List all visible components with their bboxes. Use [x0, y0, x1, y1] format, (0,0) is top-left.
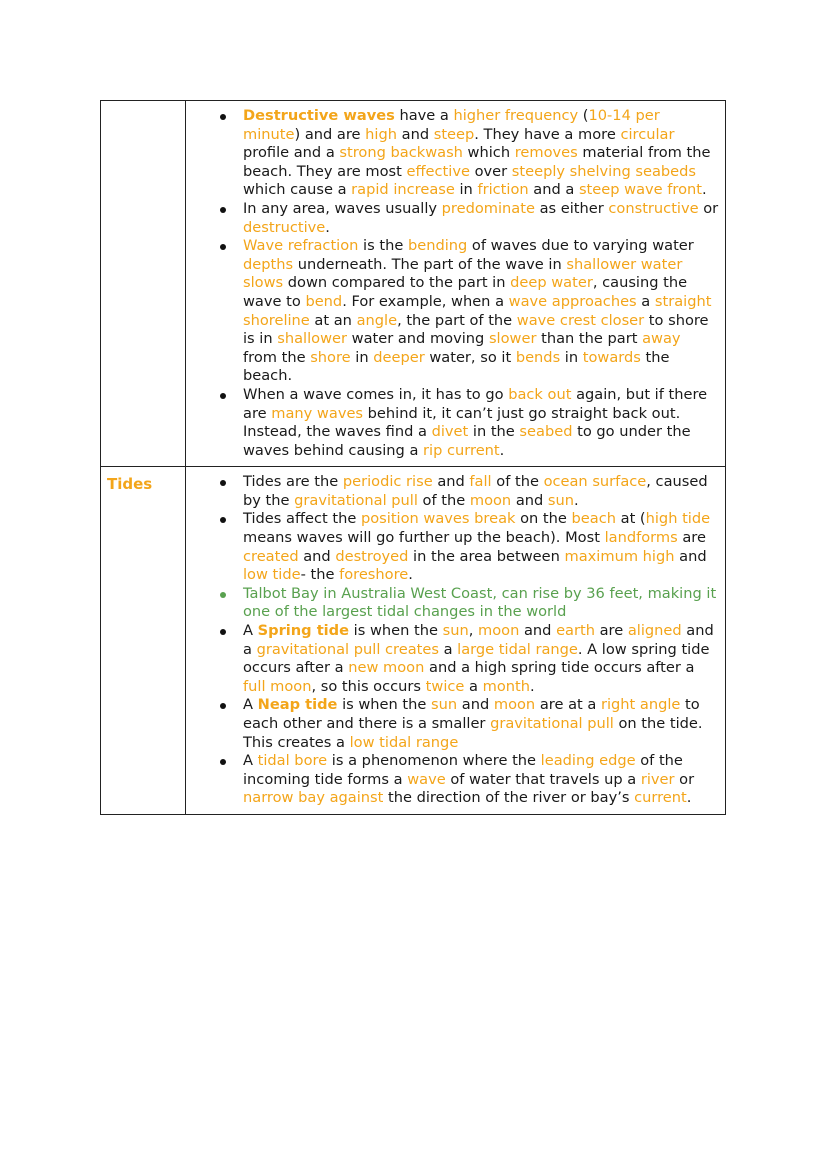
text-run: down compared to the part in	[283, 274, 511, 292]
text-run: of waves due to varying water	[467, 237, 694, 255]
text-run: on the	[515, 510, 572, 528]
text-run: at an	[309, 311, 357, 329]
highlighted-term: periodic rise	[342, 473, 433, 491]
highlighted-term: moon	[478, 622, 520, 640]
text-run: than the part	[536, 330, 643, 348]
waves-topic-cell	[101, 101, 186, 467]
highlighted-term: towards	[582, 348, 641, 366]
text-run: the beach.	[243, 348, 670, 385]
text-run: as either	[534, 199, 609, 217]
highlighted-term: tidal bore	[257, 752, 328, 770]
text-run: ,	[468, 622, 478, 640]
highlighted-term: removes	[514, 144, 578, 162]
highlighted-term: created	[243, 547, 299, 565]
text-run: , caused by the	[243, 473, 708, 509]
text-run: and	[511, 491, 548, 509]
highlighted-term: strong backwash	[339, 144, 463, 162]
highlighted-term: away	[642, 330, 681, 348]
highlighted-term: maximum high	[564, 547, 675, 565]
highlighted-term: gravitational pull	[490, 715, 614, 732]
text-run: are at a	[535, 696, 601, 714]
text-run: is a phenomenon where the	[327, 752, 541, 770]
bullet-item	[186, 237, 719, 386]
text-run: . They have a more	[474, 125, 621, 143]
highlighted-term: current	[634, 789, 687, 807]
text-run: .	[529, 677, 535, 695]
bullet-item	[186, 752, 719, 808]
highlighted-term: high tide	[645, 510, 711, 528]
bullet-item	[186, 696, 719, 752]
text-run: to shore is in	[243, 311, 709, 348]
text-run: and a high spring tide occurs after a	[424, 659, 695, 677]
text-run: of the	[491, 473, 544, 491]
text-run: In any area, waves usually	[243, 199, 442, 217]
highlighted-term: narrow bay against	[243, 789, 384, 807]
bullet-item	[186, 200, 719, 237]
bullet-dot-icon	[220, 480, 226, 486]
highlighted-term: twice	[425, 677, 465, 695]
text-run: the direction of the river or bay’s	[383, 789, 635, 807]
text-run: are	[677, 529, 706, 547]
tides-row	[101, 467, 726, 815]
highlighted-term: straight shoreline	[243, 292, 712, 329]
text-run: ) and are	[294, 125, 366, 143]
notes-table	[100, 100, 726, 815]
highlighted-term: angle	[356, 311, 398, 329]
text-run: again, but if there are	[243, 385, 708, 422]
highlighted-term: rapid increase	[351, 181, 455, 199]
text-run: Tides affect the	[243, 510, 361, 528]
highlighted-term: right angle	[600, 696, 681, 714]
highlighted-term: moon	[493, 696, 536, 714]
text-run: When a wave comes in, it has to go	[243, 385, 509, 403]
bullet-dot-icon	[220, 393, 226, 399]
text-run: . For example, when a	[342, 292, 509, 310]
text-run: a	[636, 292, 655, 310]
bullet-item	[186, 510, 719, 584]
highlighted-term: steep wave front	[578, 181, 702, 199]
text-run: .	[702, 181, 707, 199]
waves-bullet-list	[186, 101, 725, 466]
text-run: at (	[615, 510, 646, 528]
bullet-dot-icon	[220, 759, 226, 765]
highlighted-term: low tidal range	[349, 733, 459, 751]
highlighted-term: full moon	[243, 677, 312, 695]
highlighted-term: bending	[407, 237, 468, 255]
highlighted-term: deep water	[510, 274, 593, 292]
highlighted-term: river	[640, 770, 675, 788]
text-run: and	[432, 473, 470, 491]
text-run: are	[594, 622, 628, 640]
highlighted-term: Neap tide	[257, 696, 338, 714]
text-run: and	[457, 696, 494, 714]
highlighted-term: large tidal range	[457, 640, 578, 658]
highlighted-term: foreshore	[339, 566, 409, 584]
bullet-dot-icon	[220, 629, 226, 635]
highlighted-term: wave	[407, 770, 446, 788]
highlighted-term: effective	[406, 162, 470, 180]
text-run: of the	[417, 491, 470, 509]
highlighted-term: sun	[431, 696, 458, 714]
bullet-item	[186, 622, 719, 696]
highlighted-term: position waves break	[360, 510, 516, 528]
highlighted-term: gravitational pull	[294, 491, 418, 509]
highlighted-term: rip current	[423, 441, 500, 459]
bullet-dot-icon	[220, 207, 226, 213]
bullet-dot-icon	[220, 703, 226, 709]
highlighted-term: wave approaches	[508, 292, 637, 310]
highlighted-term: fall	[469, 473, 492, 491]
text-run: on the tide. This creates a	[243, 715, 703, 751]
bullet-dot-icon	[220, 592, 226, 598]
highlighted-term: sun	[547, 491, 575, 509]
text-run: , the part of the	[397, 311, 517, 329]
text-run: profile and a	[243, 144, 340, 162]
highlighted-term: month	[482, 677, 530, 695]
text-run: in	[350, 348, 374, 366]
text-run: in	[454, 181, 478, 199]
highlighted-term: Wave refraction	[243, 237, 359, 255]
text-run: and	[519, 622, 557, 640]
bullet-item	[186, 473, 719, 510]
bullet-item	[186, 585, 719, 622]
highlighted-term: divet	[431, 423, 469, 441]
highlighted-term: back out	[508, 385, 572, 403]
text-run: of the incoming tide forms a	[243, 752, 683, 788]
highlighted-term: Talbot Bay in Australia West Coast, can rise by 36 feet, making it one of the largest tidal changes in the world	[243, 584, 717, 621]
text-run: .	[325, 218, 330, 236]
highlighted-term: slower	[488, 330, 537, 348]
highlighted-term: steep	[433, 125, 475, 143]
text-run: A	[243, 696, 258, 714]
text-run: underneath. The part of the wave in	[293, 255, 567, 273]
tides-topic-label: Tides	[107, 475, 153, 494]
highlighted-term: circular	[620, 125, 675, 143]
text-run: .	[686, 789, 692, 807]
highlighted-term: 10-14 per minute	[243, 107, 660, 143]
highlighted-term: ocean surface	[543, 473, 647, 491]
text-run: a	[438, 640, 458, 658]
text-run: A	[243, 622, 258, 640]
text-run: material from the beach. They are most	[243, 144, 711, 180]
text-run: which cause a	[243, 181, 352, 199]
text-run: and	[674, 547, 707, 565]
text-run: water and moving	[347, 330, 489, 348]
highlighted-term: Spring tide	[257, 622, 350, 640]
text-run: A	[243, 752, 258, 770]
highlighted-term: higher frequency	[453, 107, 579, 124]
highlighted-term: beach	[571, 510, 616, 528]
text-run: is the	[358, 237, 408, 255]
tides-notes-cell	[186, 467, 726, 815]
highlighted-term: aligned	[627, 622, 682, 640]
highlighted-term: bends	[515, 348, 561, 366]
highlighted-term: shallower	[277, 330, 347, 348]
highlighted-term: bend	[305, 292, 343, 310]
highlighted-term: earth	[556, 622, 595, 640]
bullet-item	[186, 107, 719, 200]
waves-row	[101, 101, 726, 467]
highlighted-term: wave crest closer	[516, 311, 645, 329]
text-run: or	[674, 770, 695, 788]
text-run: Tides are the	[243, 473, 343, 491]
text-run: in the	[468, 423, 520, 441]
highlighted-term: seabed	[519, 423, 573, 441]
highlighted-term: predominate	[441, 199, 535, 217]
highlighted-term: landforms	[604, 529, 678, 547]
text-run: and a	[528, 181, 579, 199]
highlighted-term: shallower water slows	[243, 255, 683, 292]
text-run: .	[574, 491, 579, 509]
text-run: and a	[243, 622, 714, 658]
highlighted-term: constructive	[608, 199, 699, 217]
highlighted-term: depths	[243, 255, 294, 273]
text-run: , so this occurs	[311, 677, 426, 695]
highlighted-term: destroyed	[335, 547, 409, 565]
highlighted-term: low tide	[243, 566, 301, 584]
text-run: behind it, it can’t just go straight back out. Instead, the waves find a	[243, 404, 681, 441]
text-run: which	[462, 144, 515, 162]
tides-bullet-list	[186, 467, 725, 814]
tides-topic-cell	[101, 467, 186, 815]
highlighted-term: deeper	[373, 348, 425, 366]
highlighted-term: Destructive waves	[243, 107, 395, 124]
text-run: have a	[394, 107, 454, 124]
highlighted-term: gravitational pull creates	[256, 640, 439, 658]
text-run: (	[578, 107, 589, 124]
text-run: . A low spring tide occurs after a	[243, 640, 710, 677]
highlighted-term: shore	[310, 348, 351, 366]
highlighted-term: friction	[477, 181, 529, 199]
text-run: of water that travels up a	[445, 770, 641, 788]
bullet-dot-icon	[220, 517, 226, 523]
text-run: to go under the waves behind causing a	[243, 423, 691, 459]
highlighted-term: steeply shelving seabeds	[511, 162, 697, 180]
highlighted-term: high	[365, 125, 397, 143]
text-run: is when the	[349, 622, 443, 640]
text-run: .	[408, 566, 413, 584]
text-run: to each other and there is a smaller	[243, 696, 700, 732]
highlighted-term: moon	[469, 491, 512, 509]
highlighted-term: sun	[442, 622, 469, 640]
text-run: water, so it	[424, 348, 516, 366]
text-run: means waves will go further up the beach). Most	[243, 529, 605, 547]
text-run: over	[469, 162, 512, 180]
bullet-dot-icon	[220, 114, 226, 120]
highlighted-term: destructive	[243, 218, 326, 236]
text-run: a	[464, 677, 483, 695]
text-run: , causing the wave to	[243, 274, 688, 310]
text-run: .	[499, 441, 505, 459]
text-run: is when the	[337, 696, 432, 714]
highlighted-term: leading edge	[540, 752, 636, 770]
waves-notes-cell	[186, 101, 726, 467]
bullet-item	[186, 386, 719, 460]
text-run: in	[560, 348, 583, 366]
text-run: from the	[243, 348, 311, 366]
text-run: - the	[300, 566, 340, 584]
text-run: and	[396, 125, 434, 143]
text-run: and	[298, 547, 336, 565]
bullet-dot-icon	[220, 244, 226, 250]
text-run: or	[698, 199, 719, 217]
highlighted-term: new moon	[348, 659, 425, 677]
text-run: in the area between	[408, 547, 565, 565]
highlighted-term: many waves	[271, 404, 364, 422]
